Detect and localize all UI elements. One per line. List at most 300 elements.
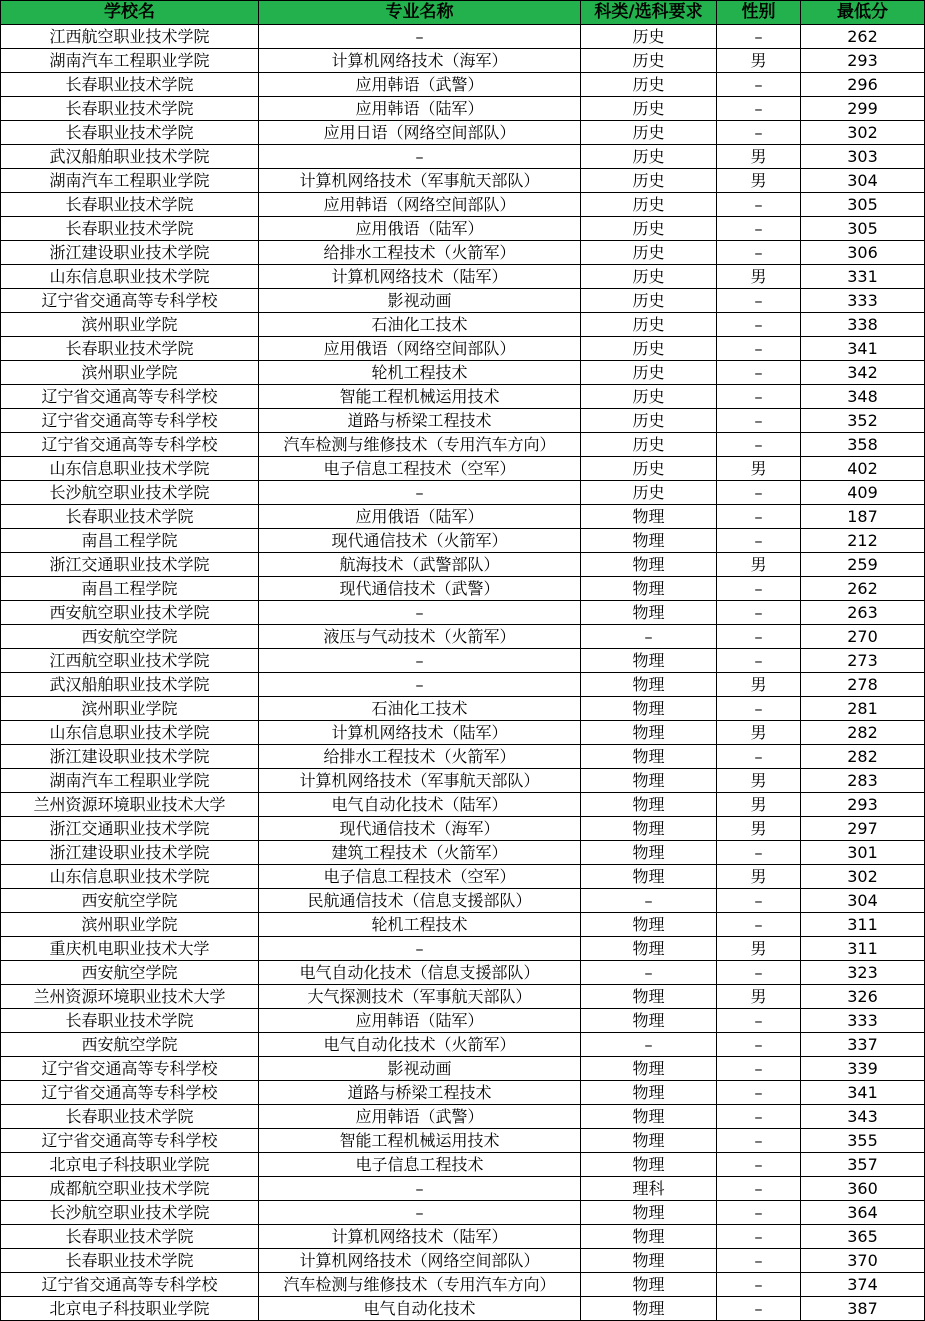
subject-cell: 历史 (581, 265, 717, 289)
school-cell: 滨州职业学院 (1, 913, 259, 937)
school-cell: 长春职业技术学院 (1, 193, 259, 217)
major-cell: 汽车检测与维修技术（专用汽车方向） (259, 1273, 581, 1297)
table-row (1, 961, 925, 985)
major-cell: 轮机工程技术 (259, 913, 581, 937)
gender-cell: – (717, 1081, 801, 1105)
major-cell: 计算机网络技术（陆军） (259, 265, 581, 289)
table-row (1, 73, 925, 97)
subject-cell: 物理 (581, 1201, 717, 1225)
subject-cell: 物理 (581, 793, 717, 817)
gender-cell: – (717, 1273, 801, 1297)
table-row (1, 817, 925, 841)
subject-cell: 历史 (581, 337, 717, 361)
major-cell: 智能工程机械运用技术 (259, 385, 581, 409)
subject-cell: – (581, 889, 717, 913)
gender-cell: – (717, 1249, 801, 1273)
school-cell: 兰州资源环境职业技术大学 (1, 985, 259, 1009)
gender-cell: – (717, 577, 801, 601)
gender-cell: – (717, 433, 801, 457)
school-cell: 西安航空学院 (1, 889, 259, 913)
score-cell: 341 (801, 337, 925, 361)
score-cell: 402 (801, 457, 925, 481)
gender-cell: – (717, 1201, 801, 1225)
major-cell: 影视动画 (259, 289, 581, 313)
score-cell: 339 (801, 1057, 925, 1081)
gender-cell: – (717, 73, 801, 97)
major-cell: 道路与桥梁工程技术 (259, 1081, 581, 1105)
score-cell: 304 (801, 889, 925, 913)
major-cell: 道路与桥梁工程技术 (259, 409, 581, 433)
subject-cell: 物理 (581, 505, 717, 529)
gender-cell: – (717, 1105, 801, 1129)
table-row (1, 25, 925, 49)
table-row (1, 1201, 925, 1225)
score-cell: 409 (801, 481, 925, 505)
subject-cell: 历史 (581, 361, 717, 385)
score-cell: 311 (801, 913, 925, 937)
score-cell: 333 (801, 289, 925, 313)
subject-cell: 物理 (581, 1105, 717, 1129)
score-cell: 352 (801, 409, 925, 433)
table-row (1, 529, 925, 553)
school-cell: 长春职业技术学院 (1, 1225, 259, 1249)
gender-cell: – (717, 529, 801, 553)
subject-cell: 物理 (581, 817, 717, 841)
school-cell: 南昌工程学院 (1, 529, 259, 553)
school-cell: 兰州资源环境职业技术大学 (1, 793, 259, 817)
table-row (1, 985, 925, 1009)
score-cell: 262 (801, 577, 925, 601)
major-cell: – (259, 1201, 581, 1225)
score-cell: 304 (801, 169, 925, 193)
major-cell: 电子信息工程技术（空军） (259, 457, 581, 481)
table-row (1, 1225, 925, 1249)
table-row (1, 121, 925, 145)
gender-cell: – (717, 241, 801, 265)
table-row (1, 409, 925, 433)
score-cell: 360 (801, 1177, 925, 1201)
school-cell: 江西航空职业技术学院 (1, 25, 259, 49)
gender-cell: – (717, 289, 801, 313)
major-cell: 电气自动化技术 (259, 1297, 581, 1321)
school-cell: 南昌工程学院 (1, 577, 259, 601)
table-row (1, 505, 925, 529)
score-cell: 338 (801, 313, 925, 337)
subject-cell: 物理 (581, 841, 717, 865)
subject-cell: 历史 (581, 169, 717, 193)
subject-cell: 物理 (581, 1129, 717, 1153)
major-cell: – (259, 937, 581, 961)
school-cell: 长沙航空职业技术学院 (1, 1201, 259, 1225)
major-cell: 应用韩语（陆军） (259, 97, 581, 121)
subject-cell: 历史 (581, 121, 717, 145)
subject-cell: 物理 (581, 601, 717, 625)
score-cell: 282 (801, 721, 925, 745)
school-cell: 长沙航空职业技术学院 (1, 481, 259, 505)
major-cell: 应用韩语（陆军） (259, 1009, 581, 1033)
subject-cell: 历史 (581, 193, 717, 217)
major-cell: 智能工程机械运用技术 (259, 1129, 581, 1153)
major-cell: 石油化工技术 (259, 697, 581, 721)
gender-cell: – (717, 625, 801, 649)
subject-cell: – (581, 625, 717, 649)
subject-cell: 物理 (581, 721, 717, 745)
subject-cell: 历史 (581, 385, 717, 409)
score-cell: 364 (801, 1201, 925, 1225)
school-cell: 武汉船舶职业技术学院 (1, 673, 259, 697)
score-cell: 262 (801, 25, 925, 49)
school-cell: 西安航空学院 (1, 1033, 259, 1057)
major-cell: 计算机网络技术（陆军） (259, 1225, 581, 1249)
table-row (1, 193, 925, 217)
header-row (1, 1, 925, 25)
table-row (1, 673, 925, 697)
table-row (1, 265, 925, 289)
score-cell: 343 (801, 1105, 925, 1129)
subject-cell: 物理 (581, 649, 717, 673)
school-cell: 辽宁省交通高等专科学校 (1, 409, 259, 433)
major-cell: 液压与气动技术（火箭军） (259, 625, 581, 649)
school-cell: 长春职业技术学院 (1, 73, 259, 97)
school-cell: 重庆机电职业技术大学 (1, 937, 259, 961)
subject-cell: 历史 (581, 313, 717, 337)
subject-cell: 历史 (581, 25, 717, 49)
subject-cell: 物理 (581, 529, 717, 553)
gender-cell: 男 (717, 265, 801, 289)
major-cell: 应用韩语（武警） (259, 73, 581, 97)
gender-cell: – (717, 889, 801, 913)
school-cell: 长春职业技术学院 (1, 337, 259, 361)
score-cell: 358 (801, 433, 925, 457)
major-cell: 应用日语（网络空间部队） (259, 121, 581, 145)
school-cell: 浙江建设职业技术学院 (1, 841, 259, 865)
subject-cell: 物理 (581, 1081, 717, 1105)
gender-cell: – (717, 97, 801, 121)
subject-cell: 理科 (581, 1177, 717, 1201)
gender-cell: – (717, 313, 801, 337)
table-row (1, 169, 925, 193)
table-row (1, 1153, 925, 1177)
subject-cell: – (581, 1033, 717, 1057)
school-cell: 长春职业技术学院 (1, 1009, 259, 1033)
subject-cell: 历史 (581, 289, 717, 313)
score-cell: 311 (801, 937, 925, 961)
table-row (1, 241, 925, 265)
major-cell: 应用俄语（陆军） (259, 505, 581, 529)
subject-cell: 物理 (581, 1057, 717, 1081)
school-cell: 浙江建设职业技术学院 (1, 241, 259, 265)
table-row (1, 385, 925, 409)
score-cell: 282 (801, 745, 925, 769)
gender-cell: 男 (717, 49, 801, 73)
score-cell: 331 (801, 265, 925, 289)
gender-cell: – (717, 217, 801, 241)
school-cell: 北京电子科技职业学院 (1, 1153, 259, 1177)
table-row (1, 49, 925, 73)
subject-cell: 物理 (581, 1153, 717, 1177)
table-row (1, 337, 925, 361)
table-row (1, 1105, 925, 1129)
school-cell: 山东信息职业技术学院 (1, 265, 259, 289)
table-row (1, 1033, 925, 1057)
major-cell: 给排水工程技术（火箭军） (259, 241, 581, 265)
table-row (1, 769, 925, 793)
score-cell: 302 (801, 121, 925, 145)
major-cell: 计算机网络技术（军事航天部队） (259, 169, 581, 193)
major-cell: 轮机工程技术 (259, 361, 581, 385)
subject-cell: 物理 (581, 745, 717, 769)
score-cell: 348 (801, 385, 925, 409)
major-cell: 应用俄语（陆军） (259, 217, 581, 241)
subject-cell: 物理 (581, 1297, 717, 1321)
score-cell: 296 (801, 73, 925, 97)
school-cell: 长春职业技术学院 (1, 121, 259, 145)
gender-cell: 男 (717, 169, 801, 193)
score-cell: 342 (801, 361, 925, 385)
table-row (1, 1129, 925, 1153)
major-cell: 应用韩语（网络空间部队） (259, 193, 581, 217)
school-cell: 长春职业技术学院 (1, 505, 259, 529)
major-cell: 影视动画 (259, 1057, 581, 1081)
table-row (1, 553, 925, 577)
subject-cell: 历史 (581, 481, 717, 505)
score-cell: 357 (801, 1153, 925, 1177)
score-cell: 305 (801, 193, 925, 217)
school-cell: 滨州职业学院 (1, 697, 259, 721)
gender-cell: 男 (717, 553, 801, 577)
gender-cell: – (717, 481, 801, 505)
table-row (1, 721, 925, 745)
score-cell: 212 (801, 529, 925, 553)
school-cell: 辽宁省交通高等专科学校 (1, 385, 259, 409)
table-row (1, 457, 925, 481)
subject-cell: 物理 (581, 577, 717, 601)
school-cell: 辽宁省交通高等专科学校 (1, 1273, 259, 1297)
gender-cell: – (717, 25, 801, 49)
school-cell: 浙江建设职业技术学院 (1, 745, 259, 769)
subject-cell: 物理 (581, 985, 717, 1009)
score-cell: 301 (801, 841, 925, 865)
major-cell: 电气自动化技术（陆军） (259, 793, 581, 817)
table-row (1, 649, 925, 673)
score-cell: 259 (801, 553, 925, 577)
subject-cell: 物理 (581, 673, 717, 697)
subject-cell: 历史 (581, 241, 717, 265)
school-cell: 湖南汽车工程职业学院 (1, 49, 259, 73)
subject-cell: 物理 (581, 865, 717, 889)
school-cell: 北京电子科技职业学院 (1, 1297, 259, 1321)
school-cell: 滨州职业学院 (1, 313, 259, 337)
subject-cell: 历史 (581, 433, 717, 457)
school-cell: 长春职业技术学院 (1, 1105, 259, 1129)
table-row (1, 841, 925, 865)
score-cell: 297 (801, 817, 925, 841)
major-cell: 电子信息工程技术 (259, 1153, 581, 1177)
gender-cell: 男 (717, 673, 801, 697)
gender-cell: – (717, 505, 801, 529)
gender-cell: – (717, 1153, 801, 1177)
gender-cell: – (717, 841, 801, 865)
table-row (1, 481, 925, 505)
gender-cell: 男 (717, 985, 801, 1009)
subject-cell: 历史 (581, 49, 717, 73)
major-cell: – (259, 25, 581, 49)
table-row (1, 1297, 925, 1321)
major-cell: – (259, 481, 581, 505)
school-cell: 西安航空职业技术学院 (1, 601, 259, 625)
table-row (1, 865, 925, 889)
school-cell: 长春职业技术学院 (1, 217, 259, 241)
major-cell: 电气自动化技术（火箭军） (259, 1033, 581, 1057)
table-row (1, 577, 925, 601)
gender-cell: – (717, 1177, 801, 1201)
gender-cell: 男 (717, 145, 801, 169)
subject-cell: 物理 (581, 1225, 717, 1249)
major-cell: 现代通信技术（武警） (259, 577, 581, 601)
major-cell: 石油化工技术 (259, 313, 581, 337)
gender-cell: – (717, 1225, 801, 1249)
school-cell: 湖南汽车工程职业学院 (1, 769, 259, 793)
score-cell: 374 (801, 1273, 925, 1297)
score-cell: 293 (801, 793, 925, 817)
major-cell: 给排水工程技术（火箭军） (259, 745, 581, 769)
score-cell: 333 (801, 1009, 925, 1033)
score-cell: 337 (801, 1033, 925, 1057)
subject-cell: 历史 (581, 97, 717, 121)
gender-cell: – (717, 121, 801, 145)
subject-cell: 物理 (581, 553, 717, 577)
major-cell: 建筑工程技术（火箭军） (259, 841, 581, 865)
score-cell: 370 (801, 1249, 925, 1273)
major-cell: 现代通信技术（火箭军） (259, 529, 581, 553)
school-cell: 武汉船舶职业技术学院 (1, 145, 259, 169)
header-min-score: 最低分 (801, 1, 925, 25)
score-cell: 299 (801, 97, 925, 121)
school-cell: 山东信息职业技术学院 (1, 457, 259, 481)
score-cell: 341 (801, 1081, 925, 1105)
gender-cell: – (717, 601, 801, 625)
table-row (1, 1273, 925, 1297)
major-cell: 计算机网络技术（网络空间部队） (259, 1249, 581, 1273)
table-row (1, 433, 925, 457)
table-row (1, 1177, 925, 1201)
gender-cell: – (717, 1129, 801, 1153)
gender-cell: 男 (717, 817, 801, 841)
school-cell: 辽宁省交通高等专科学校 (1, 433, 259, 457)
score-cell: 302 (801, 865, 925, 889)
table-row (1, 361, 925, 385)
table-row (1, 1057, 925, 1081)
gender-cell: 男 (717, 769, 801, 793)
table-row (1, 145, 925, 169)
school-cell: 滨州职业学院 (1, 361, 259, 385)
major-cell: 汽车检测与维修技术（专用汽车方向） (259, 433, 581, 457)
score-cell: 306 (801, 241, 925, 265)
gender-cell: 男 (717, 937, 801, 961)
score-cell: 305 (801, 217, 925, 241)
table-row (1, 793, 925, 817)
gender-cell: – (717, 1297, 801, 1321)
table-row (1, 1081, 925, 1105)
table-body (1, 25, 925, 1321)
subject-cell: – (581, 961, 717, 985)
major-cell: 应用俄语（网络空间部队） (259, 337, 581, 361)
table-row (1, 745, 925, 769)
score-cell: 281 (801, 697, 925, 721)
school-cell: 西安航空学院 (1, 961, 259, 985)
header-gender: 性别 (717, 1, 801, 25)
school-cell: 山东信息职业技术学院 (1, 865, 259, 889)
score-cell: 283 (801, 769, 925, 793)
major-cell: – (259, 673, 581, 697)
major-cell: 现代通信技术（海军） (259, 817, 581, 841)
subject-cell: 物理 (581, 697, 717, 721)
gender-cell: – (717, 697, 801, 721)
score-cell: 365 (801, 1225, 925, 1249)
school-cell: 长春职业技术学院 (1, 97, 259, 121)
major-cell: 计算机网络技术（海军） (259, 49, 581, 73)
gender-cell: – (717, 745, 801, 769)
subject-cell: 物理 (581, 937, 717, 961)
major-cell: – (259, 145, 581, 169)
major-cell: 电子信息工程技术（空军） (259, 865, 581, 889)
school-cell: 辽宁省交通高等专科学校 (1, 289, 259, 313)
subject-cell: 物理 (581, 913, 717, 937)
header-school: 学校名 (1, 1, 259, 25)
subject-cell: 物理 (581, 1009, 717, 1033)
subject-cell: 历史 (581, 73, 717, 97)
gender-cell: – (717, 361, 801, 385)
school-cell: 辽宁省交通高等专科学校 (1, 1129, 259, 1153)
gender-cell: 男 (717, 865, 801, 889)
gender-cell: – (717, 1009, 801, 1033)
score-cell: 387 (801, 1297, 925, 1321)
table-row (1, 1009, 925, 1033)
subject-cell: 历史 (581, 145, 717, 169)
table-row (1, 889, 925, 913)
gender-cell: – (717, 337, 801, 361)
school-cell: 长春职业技术学院 (1, 1249, 259, 1273)
major-cell: 航海技术（武警部队） (259, 553, 581, 577)
gender-cell: 男 (717, 793, 801, 817)
subject-cell: 历史 (581, 217, 717, 241)
major-cell: 大气探测技术（军事航天部队） (259, 985, 581, 1009)
school-cell: 辽宁省交通高等专科学校 (1, 1081, 259, 1105)
score-cell: 293 (801, 49, 925, 73)
major-cell: – (259, 649, 581, 673)
gender-cell: – (717, 385, 801, 409)
header-subject: 科类/选科要求 (581, 1, 717, 25)
table-row (1, 697, 925, 721)
major-cell: 民航通信技术（信息支援部队） (259, 889, 581, 913)
table-row (1, 217, 925, 241)
gender-cell: – (717, 1057, 801, 1081)
score-cell: 355 (801, 1129, 925, 1153)
score-cell: 187 (801, 505, 925, 529)
school-cell: 山东信息职业技术学院 (1, 721, 259, 745)
score-cell: 278 (801, 673, 925, 697)
major-cell: 计算机网络技术（陆军） (259, 721, 581, 745)
subject-cell: 物理 (581, 1249, 717, 1273)
table-row (1, 601, 925, 625)
score-cell: 273 (801, 649, 925, 673)
major-cell: – (259, 601, 581, 625)
school-cell: 浙江交通职业技术学院 (1, 553, 259, 577)
table-row (1, 289, 925, 313)
school-cell: 江西航空职业技术学院 (1, 649, 259, 673)
major-cell: 电气自动化技术（信息支援部队） (259, 961, 581, 985)
gender-cell: – (717, 961, 801, 985)
